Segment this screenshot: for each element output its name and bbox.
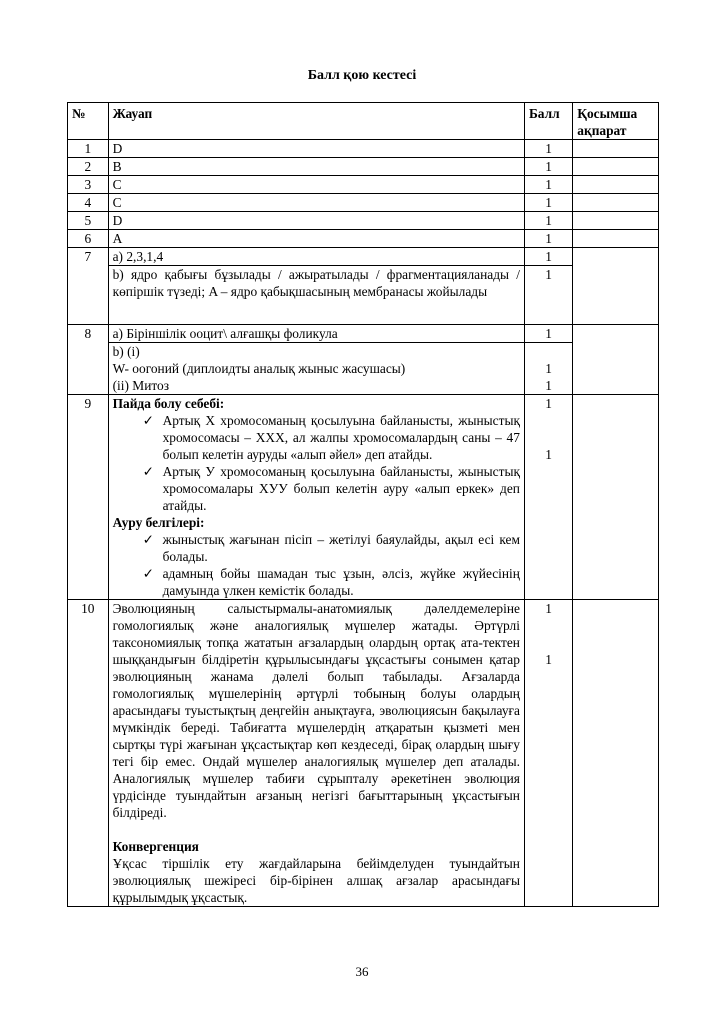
row10-score-1: 1 (545, 601, 552, 616)
row9-cause-item: Артық X хромосоманың қосылуына байланысты, жыныстық хромосомасы – XXX, ал жалпы хромосомалардың саны – 47 болып келетін ауруды «алып әйел» деп атайды. (162, 413, 520, 462)
row-extra (573, 140, 659, 158)
header-score: Балл (524, 103, 572, 140)
header-no: № (68, 103, 109, 140)
row-score: 1 (524, 212, 572, 230)
row-answer: C (108, 194, 524, 212)
row10-score-2: 1 (545, 652, 552, 667)
row8-score-b1: 1 (545, 361, 552, 376)
row9-sign-item: жыныстық жағынан пісіп – жетілуі баяулайды, ақыл есі кем болады. (162, 532, 520, 564)
table-row (68, 325, 659, 343)
header-extra-line2: ақпарат (577, 123, 627, 138)
table-row (68, 343, 659, 395)
row9-score-1: 1 (545, 396, 552, 411)
table-row (68, 194, 659, 212)
row-extra (573, 194, 659, 212)
row-no: 7 (68, 248, 109, 325)
row10-convergence-heading: Конвергенция (112, 839, 199, 854)
row-score: 1 (524, 194, 572, 212)
row10-score (524, 600, 572, 907)
list-item (113, 565, 520, 599)
row8-b2: (ii) Митоз (112, 378, 170, 393)
table-row (68, 176, 659, 194)
page-title: Балл қою кестесі (307, 68, 417, 83)
row7-score-b: 1 (524, 266, 572, 325)
row-no: 6 (68, 230, 109, 248)
table-row (68, 248, 659, 266)
row9-sign-item: адамның бойы шамадан тыс ұзын, әлсіз, жүйке жүйесінің дамуында үлкен кемістік болады. (162, 566, 520, 598)
row9-score (524, 395, 572, 600)
row-extra (573, 600, 659, 907)
table-row (68, 212, 659, 230)
row9-cause-heading: Пайда болу себебі: (112, 396, 225, 411)
row8-score-b2: 1 (545, 378, 552, 393)
checkmark-icon: ✓ (142, 464, 154, 479)
checkmark-icon: ✓ (142, 566, 154, 581)
row-answer: B (108, 158, 524, 176)
row-no: 5 (68, 212, 109, 230)
row8-score-b (524, 343, 572, 395)
row-answer: C (108, 176, 524, 194)
row-no: 4 (68, 194, 109, 212)
list-item (113, 531, 520, 565)
header-answer: Жауап (108, 103, 524, 140)
list-item (113, 412, 520, 463)
row9-signs-heading: Ауру белгілері: (112, 515, 205, 530)
row-no: 1 (68, 140, 109, 158)
table-row (68, 140, 659, 158)
row7-answer-a: а) 2,3,1,4 (108, 248, 524, 266)
row-no: 10 (68, 600, 109, 907)
page-number: 36 (355, 964, 369, 979)
row9-cause-item: Артық У хромосоманың қосылуына байланысты, жыныстық хромосомалары ХУУ болып келетін ауру «алып еркек» деп атайды. (162, 464, 520, 513)
table-header-row (68, 103, 659, 140)
row-extra (573, 230, 659, 248)
row8-answer-b (108, 343, 524, 395)
row-extra (573, 158, 659, 176)
row-extra (573, 176, 659, 194)
row8-b1: W- оогоний (диплоидты аналық жыныс жасушасы) (112, 361, 406, 376)
row-extra (573, 248, 659, 325)
row-score: 1 (524, 140, 572, 158)
row-score: 1 (524, 230, 572, 248)
row-answer: D (108, 140, 524, 158)
row10-convergence-text: Ұқсас тіршілік ету жағдайларына бейімделуден туындайтын эволюциялық шежіресі бір-бірінен алшақ ағзалар арасындағы құрылымдық ұқсастық. (112, 856, 520, 905)
row-score: 1 (524, 176, 572, 194)
row-score: 1 (524, 158, 572, 176)
checkmark-icon: ✓ (142, 532, 154, 547)
score-table (67, 102, 659, 907)
row10-paragraph: Эволюцияның салыстырмалы-анатомиялық дәлелдемелеріне гомологиялық және аналогиялық мүшелер жатады. Әртүрлі таксономиялық топқа жататын ағзалардың олардың ортақ ата-тектен шыққандығын білдіретін құрылысындағы ұқсастығы сонымен қатар эволюцияның жанама дәлелі болып табылады. Ағзаларда гомологиялық мүшелерінің әртүрлі тобының болуы олардың арасындағы туыстықтың деңгейін анықтауға, эволюциясын бақылауға мүмкіндік береді. Табиғатта мүшелердің атқаратын қызметі мен сыртқы түрі жағынан ұқсастықтар көп кездеседі, бірақ олардың шығу тегі бір емес. Ондай мүшелер аналогиялық мүшелер деп аталады. Аналогиялық мүшелер табиғи сұрыпталу әрекетінен эволюция үрдісінде туындайтын ағзаның негізгі бағыттарының ұқсастығын білдіреді. (112, 601, 520, 820)
row-answer: D (108, 212, 524, 230)
row8-answer-a: а) Біріншілік ооцит\ алғашқы фоликула (108, 325, 524, 343)
row9-answer (108, 395, 524, 600)
checkmark-icon: ✓ (142, 413, 154, 428)
row10-answer (108, 600, 524, 907)
row8-score-a: 1 (524, 325, 572, 343)
table-row (68, 395, 659, 600)
row7-answer-b: b) ядро қабығы бұзылады / ажыратылады / фрагментацияланады / көпіршік түзеді; A – ядро қабықшасының мембранасы жойылады (108, 266, 524, 325)
row-no: 9 (68, 395, 109, 600)
row-answer: A (108, 230, 524, 248)
row8-b-head: b) (i) (112, 344, 140, 359)
row-no: 2 (68, 158, 109, 176)
table-row (68, 266, 659, 325)
row-no: 8 (68, 325, 109, 395)
list-item (113, 463, 520, 514)
table-row (68, 158, 659, 176)
row7-score-a: 1 (524, 248, 572, 266)
row-extra (573, 212, 659, 230)
header-extra (573, 103, 659, 140)
row-extra (573, 395, 659, 600)
table-row (68, 600, 659, 907)
table-row (68, 230, 659, 248)
header-extra-line1: Қосымша (577, 106, 638, 121)
row-extra (573, 325, 659, 395)
row-no: 3 (68, 176, 109, 194)
row9-score-2: 1 (545, 447, 552, 462)
